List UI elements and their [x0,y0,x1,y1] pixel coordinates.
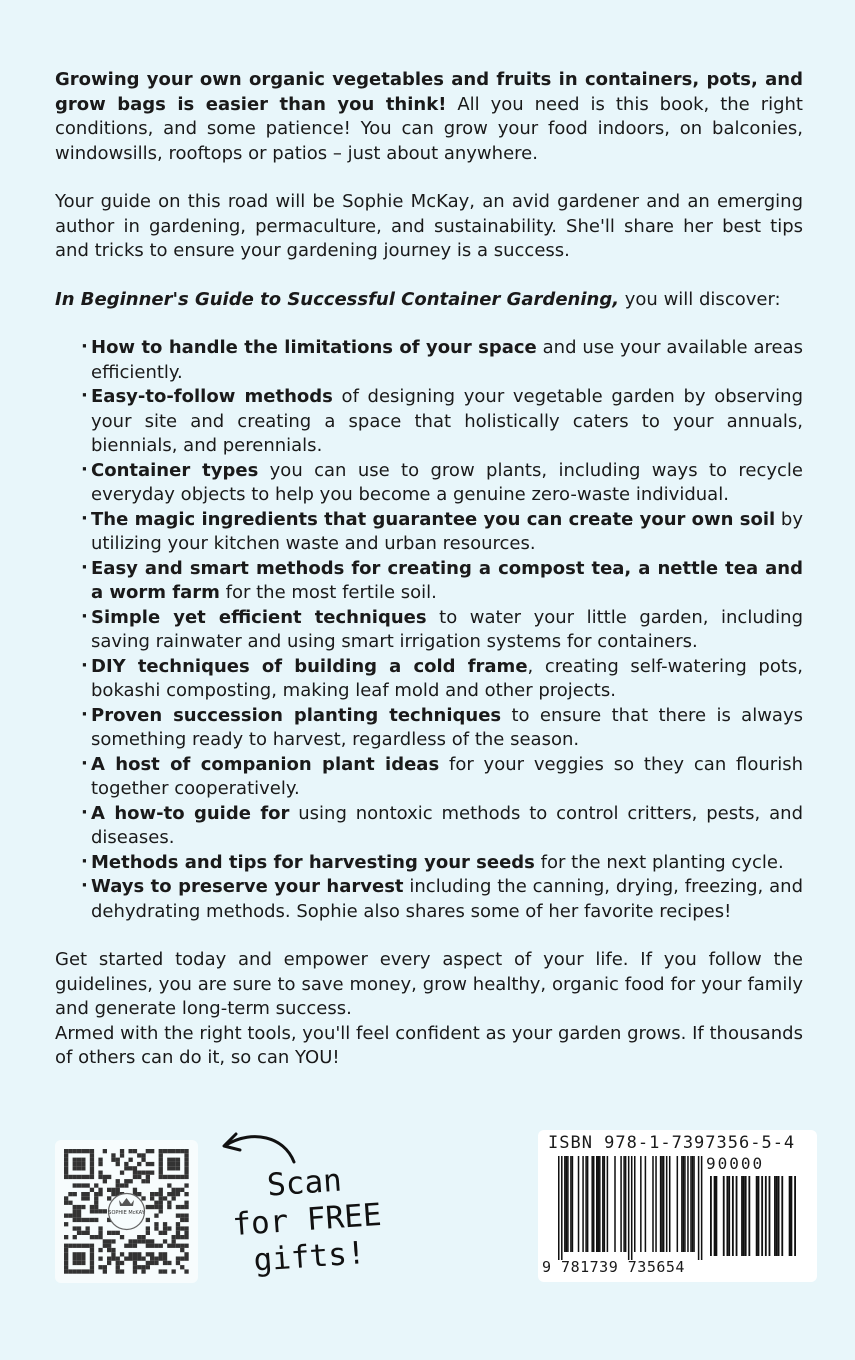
barcode-bar [564,1156,566,1252]
arrow-icon [214,1122,304,1172]
qr-code[interactable] [55,1140,198,1283]
list-item: · Easy-to-follow methods of designing your vegetable garden by observing your site and creating a space that holistically caters to your annuals, biennials, and perennials. [87,385,803,459]
barcode-bar [640,1156,642,1252]
isbn-number: ISBN 978-1-7397356-5-4 [548,1133,796,1153]
addon-bar [794,1176,796,1256]
barcode-bar [666,1156,668,1252]
barcode-bar [623,1156,625,1252]
list-item: · Container types you can use to grow plants, including ways to recycle everyday objects to help you become a genuine zero-waste individual. [87,459,803,508]
barcode-bar [566,1156,568,1252]
barcode-bar [570,1156,572,1252]
barcode-bar [681,1156,683,1252]
barcode-bar [628,1156,630,1260]
barcode-bar [693,1156,695,1252]
barcode-bar [645,1156,647,1252]
barcode-bar [598,1156,600,1252]
barcode-bar [677,1156,679,1252]
barcode-bar [692,1156,694,1252]
scan-line-2: for FREE [231,1196,383,1244]
list-item: · Methods and tips for harvesting your seeds for the next planting cycle. [87,851,803,876]
list-item: · Proven succession planting techniques to ensure that there is always something ready to harvest, regardless of the season. [87,704,803,753]
scan-for-gifts [218,1159,395,1282]
guide-paragraph: Your guide on this road will be Sophie McKay, an avid gardener and an emerging author in gardening, permaculture, and sustainability. She'll share her best tips and tricks to ensure your gardening journey is a success. [55,191,803,261]
addon-bar [745,1176,747,1256]
barcode-bar [683,1156,685,1252]
intro-paragraph [55,68,803,166]
book-title: In Beginner's Guide to Successful Container Gardening, [55,288,620,310]
addon-bar [743,1176,745,1256]
addon-bar [726,1176,728,1256]
addon-bar [748,1176,750,1256]
barcode-bar [572,1156,574,1252]
addon-bar [781,1176,783,1256]
list-item: · Simple yet efficient techniques to water your little garden, including saving rainwater and using smart irrigation systems for containers. [87,606,803,655]
list-item: · Easy and smart methods for creating a compost tea, a nettle tea and a worm farm for the most fertile soil. [87,557,803,606]
barcode-bar [701,1156,703,1260]
barcode-bar [604,1156,606,1252]
barcode-bar [591,1156,593,1252]
barcode-bar [593,1156,595,1252]
list-item: · How to handle the limitations of your space and use your available areas efficiently. [87,336,803,385]
addon-bar [769,1176,771,1256]
addon-bar [756,1176,758,1256]
intro-bold: Growing your own organic vegetables and fruits in containers, pots, and grow bags is easier than you think! [55,69,803,115]
addon-bar [741,1176,743,1256]
addon-bar [723,1176,725,1256]
barcode-bar [684,1156,686,1252]
barcode-bar [634,1156,636,1252]
list-item: · Ways to preserve your harvest including the canning, drying, freezing, and dehydrating methods. Sophie also shares some of her favorite recipes! [87,875,803,924]
addon-bar [774,1176,776,1256]
discover-list [55,336,803,924]
addon-bar [791,1176,793,1256]
addon-bar [789,1176,791,1256]
back-cover-text [55,68,803,1071]
barcode-bar [660,1156,662,1252]
barcode-bar [687,1156,689,1252]
addon-bar [761,1176,763,1256]
barcode-bar [620,1156,622,1252]
barcode-bar [602,1156,604,1252]
list-item: · A host of companion plant ideas for your veggies so they can flourish together cooperatively. [87,753,803,802]
barcode-bar [596,1156,598,1252]
addon-bar [710,1176,712,1256]
addon-bar [758,1176,760,1256]
list-item: · DIY techniques of building a cold frame, creating self-watering pots, bokashi composting, making leaf mold and other projects. [87,655,803,704]
barcode-bar [567,1156,569,1252]
barcode-bar [652,1156,654,1252]
barcode-bar [655,1156,657,1252]
ean-barcode-bars [558,1156,704,1260]
barcode-bar [558,1156,560,1260]
list-item: · A how-to guide for using nontoxic methods to control critters, pests, and diseases. [87,802,803,851]
qr-code-graphic [55,1140,198,1283]
isbn-barcode [538,1130,817,1282]
addon-bar [778,1176,780,1256]
addon-bar [765,1176,767,1256]
closing-paragraph-1: Get started today and empower every aspect of your life. If you follow the guidelines, you are sure to save money, grow healthy, organic food for your family and generate long-term success. [55,949,803,1019]
addon-bar [736,1176,738,1256]
barcode-bar [663,1156,665,1252]
barcode-bar [599,1156,601,1252]
addon-bar [732,1176,734,1256]
addon-bar [776,1176,778,1256]
barcode-bar [690,1156,692,1252]
barcode-bar [625,1156,627,1252]
scan-line-3: gifts! [252,1235,367,1279]
barcode-bar [587,1156,589,1252]
barcode-bar [585,1156,587,1252]
scan-line-1: Scan [265,1162,343,1204]
barcode-bar [614,1156,616,1252]
ean-digits: 9 781739 735654 [542,1258,685,1276]
barcode-bar [669,1156,671,1252]
barcode-bar [631,1156,633,1260]
addon-bar [715,1176,717,1256]
barcode-bar [561,1156,563,1260]
discover-paragraph [55,288,803,313]
qr-logo-text: SOPHIE McKAY [108,1210,145,1216]
barcode-bar [578,1156,580,1252]
barcode-bar [698,1156,700,1260]
closing-paragraph-2: Armed with the right tools, you'll feel confident as your garden grows. If thousands of others can do it, so can YOU! [55,1022,803,1068]
price-code: 90000 [706,1154,765,1173]
addon-bar [714,1176,716,1256]
addon-barcode-bars [710,1176,796,1256]
discover-rest: you will discover: [619,288,781,310]
barcode-bar [661,1156,663,1252]
barcode-bar [607,1156,609,1252]
barcode-bar [582,1156,584,1252]
addon-bar [728,1176,730,1256]
list-item: · The magic ingredients that guarantee you can create your own soil by utilizing your kitchen waste and urban resources. [87,508,803,557]
intro-rest: All you need is this book, the right conditions, and some patience! You can grow your food indoors, on balconies, windowsills, rooftops or patios – just about anywhere. [55,93,803,164]
